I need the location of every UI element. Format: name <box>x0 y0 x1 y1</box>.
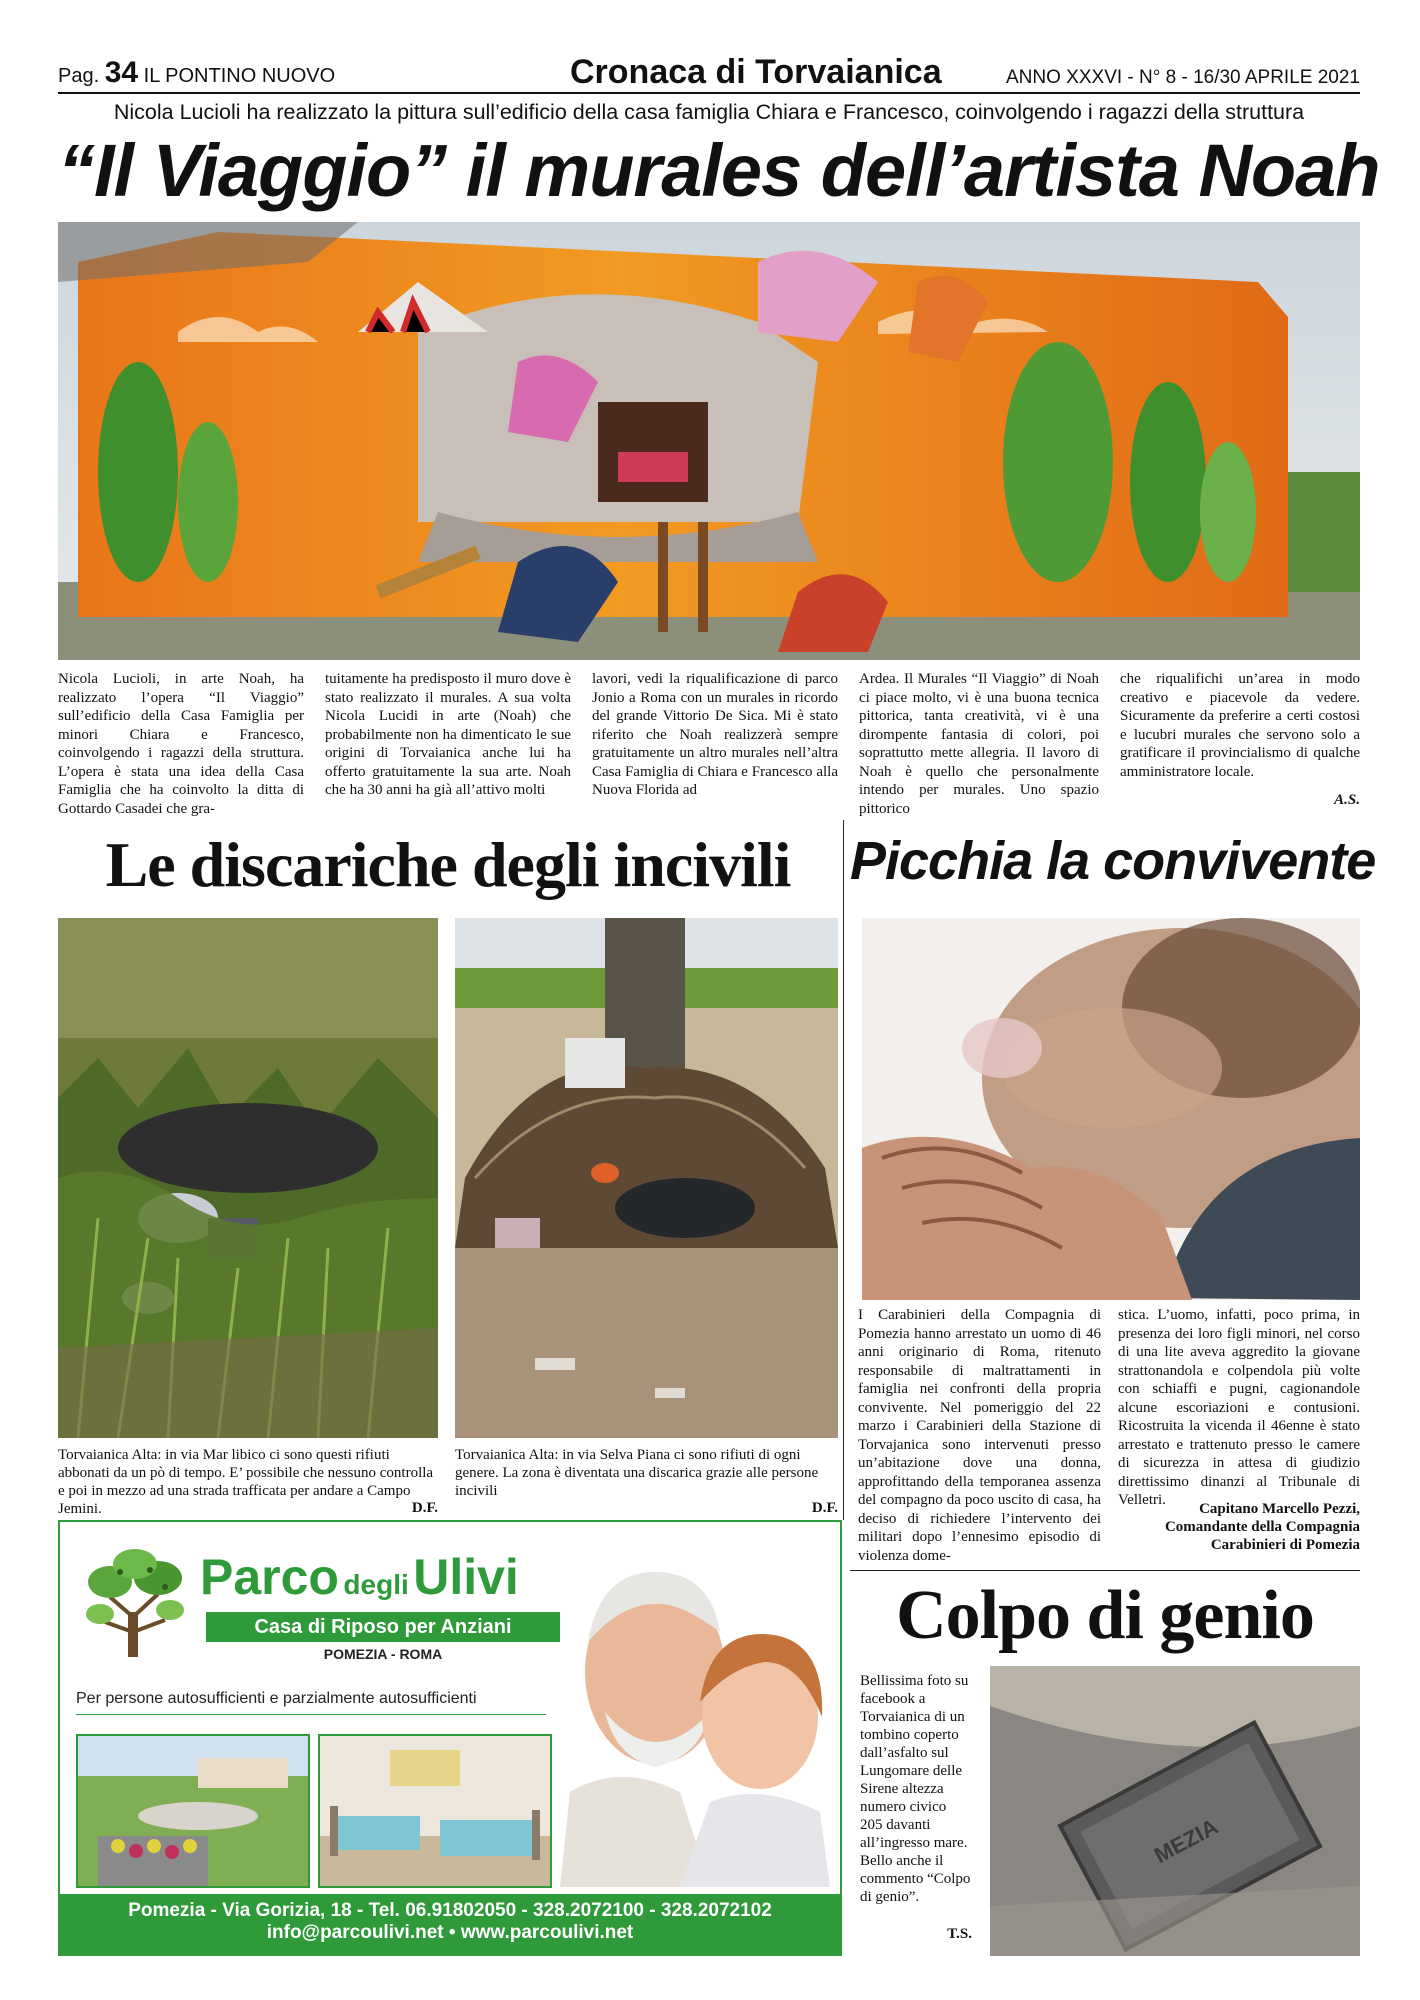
picchia-sig-1: Capitano Marcello Pezzi, <box>1199 1501 1360 1517</box>
picchia-signature <box>1110 1500 1360 1554</box>
picchia-photo <box>862 918 1360 1300</box>
discariche-title: Le discariche degli incivili <box>105 829 791 900</box>
article-col-3: lavori, vedi la riqualificazione di parco Jonio a Roma con un murales in ricordo del grande Vittorio De Sica. Mi è stato riferito che Noah realizzerà sempre gratuitamente un altro murales nell’altra Casa Famiglia di Chiara e Francesco alla Nuova Florida ad <box>592 671 838 798</box>
page-header <box>58 53 1360 94</box>
ad-brand-2: degli <box>343 1569 409 1600</box>
picchia-col-1: I Carabinieri della Compagnia di Pomezia hanno arrestato un uomo di 46 anni originario di Roma, ritenuto responsabile di maltrattamenti in famiglia nei confronti della propria convivente. Nel pomeriggio del 22 marzo i Carabinieri della Stazione di Torvajanica sono intervenuti presso un’abitazione dove una donna, approfittando della temporanea assenza del compagno da poco uscito di casa, ha deciso di richiedere l’intervento dei militari dopo l’ennesimo episodio di violenza dome- <box>858 1307 1101 1564</box>
section-divider <box>850 1570 1360 1571</box>
section-title: Cronaca di Torvaianica <box>570 53 942 91</box>
ad-divider <box>76 1714 546 1715</box>
ad-location: POMEZIA - ROMA <box>323 1646 443 1662</box>
colpo-text: Bellissima foto su facebook a Torvaianica di un tombino coperto dall’asfalto sul Lungomare delle Sirene altezza numero civico 205 davanti all’ingresso mare. Bello anche il commento “Colpo di genio”. <box>860 1673 971 1905</box>
discarica-photo-1 <box>58 918 438 1438</box>
article-col-4: Ardea. Il Murales “Il Viaggio” di Noah ci piace molto, vi è una buona tecnica pittorica, tanta creatività, vi è una dirompente fantasia di colori, poi soprattutto mette allegria. Il lavoro di Noah è quello che personalmente intendo per murales. Uno spazio pittorico <box>859 671 1099 817</box>
olive-tree-icon <box>80 1542 190 1662</box>
ad-brand <box>200 1548 519 1606</box>
page-number: 34 <box>104 56 139 89</box>
ad-photo-room <box>318 1734 552 1888</box>
colpo-signature: T.S. <box>947 1926 972 1942</box>
manhole-photo <box>990 1666 1360 1956</box>
discarica-caption-1: Torvaianica Alta: in via Mar libico ci sono questi rifiuti abbonati da un pò di tempo. E’ possibile che nessuno controlla e poi in mezzo ad una strada trafficata per andare a Campo Jemini. <box>58 1447 434 1517</box>
header-left: Pag. 34 IL PONTINO NUOVO <box>58 56 336 89</box>
colpo-title: Colpo di genio <box>896 1577 1314 1654</box>
column-divider <box>843 820 844 1520</box>
ad-brand-3: Ulivi <box>413 1549 519 1605</box>
picchia-col-2: stica. L’uomo, infatti, poco prima, in presenza dei loro figli minori, nel corso di una lite aveva aggredito la giovane strattonandola e colpendola più volte con schiaffi e pugni, cagionandole alcune escoriazioni e contusioni. Ricostruita la vicenda il 46enne è stato arrestato e trattenuto presso le camere di sicurezza in attesa di giudizio direttissimo dinanzi al Tribunale di Velletri. <box>1118 1307 1360 1508</box>
ad-footer-line1: Pomezia - Via Gorizia, 18 - Tel. 06.91802050 - 328.2072100 - 328.2072102 <box>128 1900 772 1921</box>
mural-photo <box>58 222 1360 660</box>
ad-subtitle: Casa di Riposo per Anziani <box>206 1612 560 1642</box>
ad-photo-elderly-couple <box>560 1542 830 1887</box>
ad-footer <box>60 1894 840 1954</box>
ad-footer-line2: info@parcoulivi.net • www.parcoulivi.net <box>266 1922 634 1943</box>
discarica-caption-2: Torvaianica Alta: in via Selva Piana ci sono rifiuti di ogni genere. La zona è diventata una discarica grazie alle persone incivili <box>455 1447 819 1499</box>
article-signature: A.S. <box>1334 792 1360 808</box>
picchia-sig-2: Comandante della Compagnia <box>1164 1519 1360 1535</box>
issue-info: ANNO XXXVI - N° 8 - 16/30 APRILE 2021 <box>1006 67 1360 88</box>
ad-photo-garden <box>76 1734 310 1888</box>
ad-tagline: Per persone autosufficienti e parzialmente autosufficienti <box>76 1690 477 1707</box>
picchia-title: Picchia la convivente <box>850 831 1376 891</box>
ad-brand-1: Parco <box>200 1549 339 1605</box>
paper-name: IL PONTINO NUOVO <box>143 65 336 87</box>
advert-parco-ulivi <box>58 1520 842 1956</box>
kicker: Nicola Lucioli ha realizzato la pittura sull’edificio della casa famiglia Chiara e Francesco, coinvolgendo i ragazzi della struttura <box>113 100 1305 124</box>
article-col-1: Nicola Lucioli, in arte Noah, ha realizzato l’opera “Il Viaggio” sull’edificio della Casa Famiglia per minori Chiara e Francesco, coinvolgendo i ragazzi della struttura. L’opera è stata una idea della Casa Famiglia che ha coinvolto la ditta di Gottardo Casadei che gra- <box>58 671 304 817</box>
article-col-2: tuitamente ha predisposto il muro dove è stato realizzato il murales. A sua volta Nicola Lucidi in arte (Noah) che probabilmente non ha dimenticato le sue origini di Torvaianica anche lui ha offerto gratuitamente la sua arte. Noah che ha 30 anni ha già all’attivo molti <box>325 671 571 798</box>
discarica-signature-2: D.F. <box>811 1500 838 1516</box>
main-headline: “Il Viaggio” il murales dell’artista Noah <box>58 129 1380 212</box>
discarica-signature-1: D.F. <box>411 1500 438 1516</box>
manhole-text: MEZIA <box>1149 1813 1223 1869</box>
article-col-5: che riqualifichi un’area in modo creativo e piacevole da vedere. Sicuramente da preferire a certi costosi e lucubri murales che servono solo a gratificare il provincialismo di qualche amministratore locale. <box>1120 671 1360 780</box>
picchia-sig-3: Carabinieri di Pomezia <box>1210 1537 1360 1553</box>
discarica-photo-2 <box>455 918 838 1438</box>
